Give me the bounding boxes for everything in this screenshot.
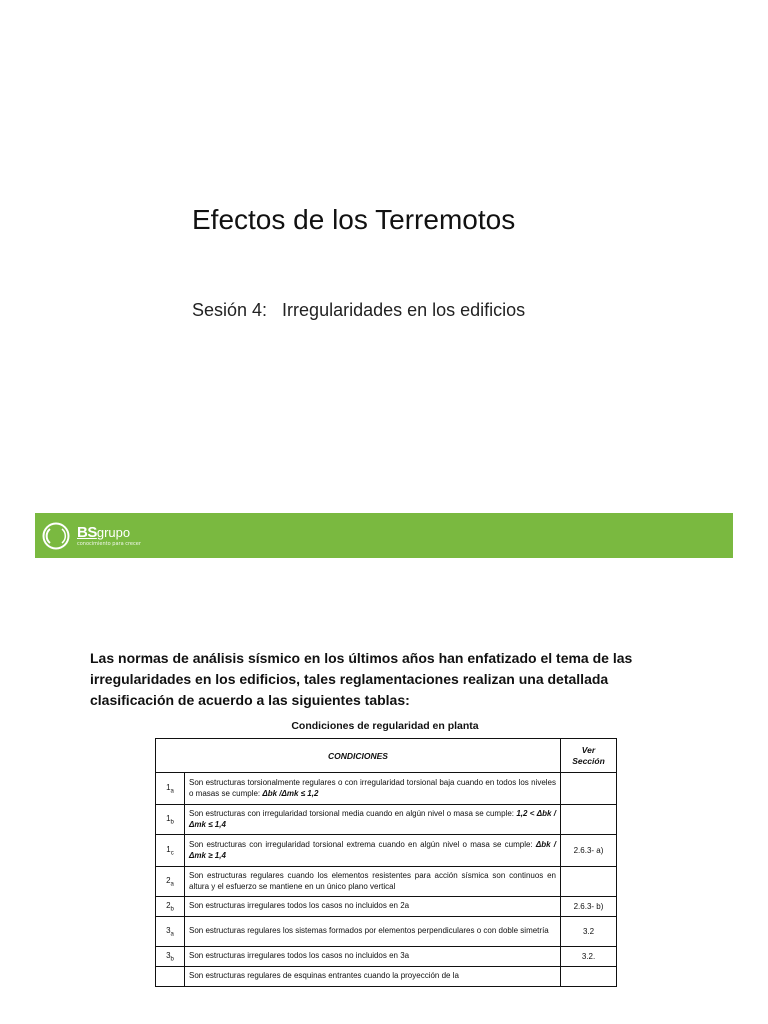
row-section-ref: [561, 967, 617, 987]
row-code: [156, 835, 185, 867]
table-title: Condiciones de regularidad en planta: [291, 720, 479, 732]
row-code-number: 2: [166, 900, 171, 910]
row-text: Son estructuras irregulares todos los casos no incluidos en 2a: [189, 901, 410, 911]
row-formula: Δbk /Δmk ≤ 1,2: [262, 788, 319, 798]
row-code-sub: b: [170, 956, 174, 963]
row-section-ref: [561, 773, 617, 805]
logo-grupo: grupo: [96, 525, 131, 540]
table-row: [156, 897, 617, 917]
row-description: [185, 967, 561, 987]
row-code-sub: a: [170, 881, 174, 888]
table-row: [156, 805, 617, 835]
row-section-ref: 3.2: [561, 917, 617, 947]
row-description: [185, 917, 561, 947]
table-header-row: [156, 739, 617, 773]
row-section-ref: 2.6.3- b): [561, 897, 617, 917]
row-code: [156, 867, 185, 897]
row-text: Son estructuras regulares de esquinas entrantes cuando la proyección de la: [189, 971, 459, 981]
header-section-line2: Sección: [572, 755, 605, 766]
row-code: [156, 773, 185, 805]
row-description: [185, 805, 561, 835]
row-text: Son estructuras con irregularidad torsional media cuando en algún nivel o masa se cumple:: [189, 809, 517, 818]
row-code-number: 3: [166, 925, 171, 935]
row-code: [156, 967, 185, 987]
row-code-number: 3: [166, 950, 171, 960]
row-code-sub: b: [170, 819, 174, 826]
row-description: [185, 947, 561, 967]
table-body: [156, 773, 617, 987]
row-code-number: 1: [166, 813, 171, 823]
row-code-sub: a: [170, 788, 174, 795]
brand-banner: [35, 513, 733, 558]
row-section-ref: 2.6.3- a): [561, 835, 617, 867]
row-section-ref: [561, 805, 617, 835]
table-row: [156, 967, 617, 987]
row-code-number: 1: [166, 782, 171, 792]
row-code-sub: b: [170, 906, 174, 913]
header-section: [561, 739, 617, 773]
conditions-table: [155, 738, 617, 987]
table-row: [156, 773, 617, 805]
table-row: [156, 835, 617, 867]
row-description: [185, 897, 561, 917]
row-text: Son estructuras regulares los sistemas formados por elementos perpendiculares o con doble simetría: [189, 926, 549, 936]
row-code: [156, 805, 185, 835]
row-description: [185, 835, 561, 867]
row-description: [185, 773, 561, 805]
row-formula: 1,2 < Δbk /Δmk ≤ 1,4: [189, 809, 556, 829]
row-code: [156, 947, 185, 967]
row-code: [156, 897, 185, 917]
row-code-sub: a: [170, 931, 174, 938]
row-formula: Δbk /Δmk ≥ 1,4: [189, 840, 556, 860]
header-conditions: CONDICIONES: [156, 739, 561, 773]
row-section-ref: 3.2.: [561, 947, 617, 967]
logo-circle-icon: [41, 521, 71, 551]
bsgrupo-logo: [41, 519, 141, 553]
row-code-number: 2: [166, 875, 171, 885]
slide-title: Efectos de los Terremotos: [192, 204, 516, 235]
row-text: Son estructuras con irregularidad torsional extrema cuando en algún nivel o masa se cumple:: [189, 840, 536, 849]
row-code-number: 1: [166, 844, 171, 854]
row-text: Son estructuras torsionalmente regulares o con irregularidad torsional baja cuando en todos los niveles o masas se cumple:: [189, 778, 556, 798]
row-description: [185, 867, 561, 897]
intro-paragraph: Las normas de análisis sísmico en los últimos años han enfatizado el tema de las irregularidades en los edificios, tales reglamentaciones realizan una detallada clasificación de acuerdo a las siguientes tablas:: [90, 650, 633, 708]
row-text: Son estructuras irregulares todos los casos no incluidos en 3a: [189, 951, 410, 961]
table-row: [156, 947, 617, 967]
row-section-ref: [561, 867, 617, 897]
logo-tagline: conocimiento para crecer: [77, 541, 141, 547]
row-code: [156, 917, 185, 947]
row-code-sub: c: [170, 850, 174, 857]
row-text: Son estructuras regulares cuando los elementos resistentes para acción sísmica son continuos en altura y el esfuerzo se mantiene en un único plano vertical: [189, 871, 556, 891]
logo-bs: BS: [77, 524, 97, 541]
slide-subtitle: Sesión 4: Irregularidades en los edificios: [192, 300, 526, 320]
table-row: [156, 917, 617, 947]
header-section-line1: Ver: [581, 744, 596, 755]
table-row: [156, 867, 617, 897]
